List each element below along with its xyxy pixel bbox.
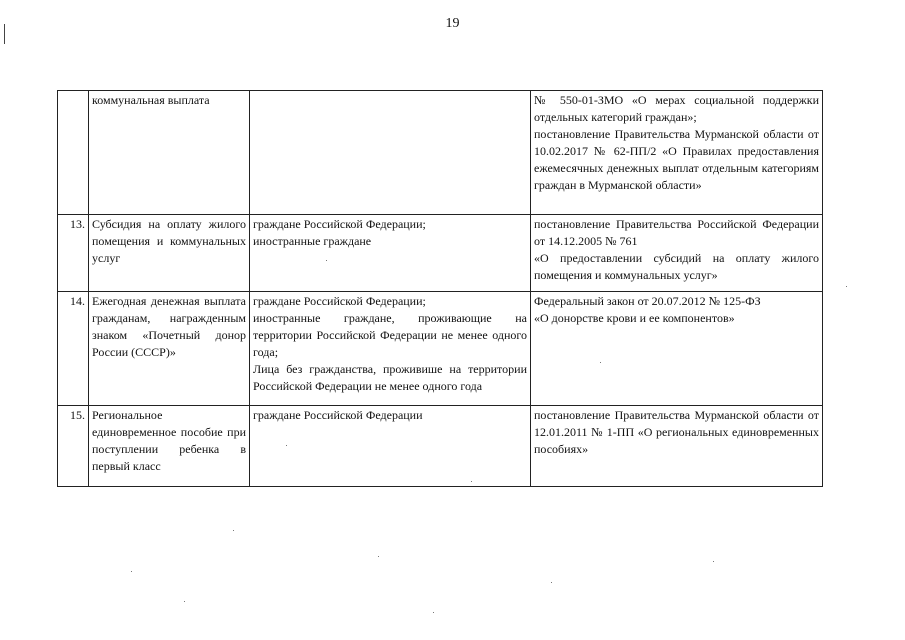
category-text: граждане Российской Федерации; xyxy=(253,217,426,231)
legal-basis xyxy=(531,91,823,215)
table-row xyxy=(58,406,823,487)
table-row xyxy=(58,292,823,406)
category-text: иностранные граждане, проживающие на территории Российской Федерации не менее одного года; xyxy=(253,311,527,359)
margin-mark xyxy=(4,24,5,44)
benefit-name xyxy=(89,91,250,215)
legal-basis-text: постановление Правительства Российской Федерации от 14.12.2005 № 761 xyxy=(534,217,819,248)
benefits-table xyxy=(57,90,823,487)
legal-basis-text: Федеральный закон от 20.07.2012 № 125-ФЗ xyxy=(534,294,761,308)
legal-basis xyxy=(531,215,823,292)
category-text: граждане Российской Федерации; xyxy=(253,294,426,308)
table-row xyxy=(58,215,823,292)
legal-basis xyxy=(531,292,823,406)
page-number: 19 xyxy=(445,16,460,31)
eligible-categories xyxy=(250,91,531,215)
benefit-name xyxy=(89,406,250,487)
eligible-categories xyxy=(250,292,531,406)
legal-basis-text: «О донорстве крови и ее компонентов» xyxy=(534,311,735,325)
row-number: 14. xyxy=(58,292,89,406)
category-text: граждане Российской Федерации xyxy=(253,408,423,422)
eligible-categories xyxy=(250,215,531,292)
legal-basis-text: постановление Правительства Мурманской области от 12.01.2011 № 1-ПП «О региональных единовременных пособиях» xyxy=(534,408,819,456)
legal-basis-text: «О предоставлении субсидий на оплату жилого помещения и коммунальных услуг» xyxy=(534,251,819,282)
table-row xyxy=(58,91,823,215)
category-text: иностранные граждане xyxy=(253,234,372,248)
benefit-name xyxy=(89,215,250,292)
legal-basis-text: № 550-01-ЗМО «О мерах социальной поддержки отдельных категорий граждан»; xyxy=(534,93,819,124)
benefit-name-text: коммунальная выплата xyxy=(92,93,210,107)
eligible-categories xyxy=(250,406,531,487)
row-number: 15. xyxy=(58,406,89,487)
category-text: Лица без гражданства, проживише на территории Российской Федерации не менее одного года xyxy=(253,362,527,393)
benefit-name-text: Региональное единовременное пособие при поступлении ребенка в первый класс xyxy=(92,408,246,473)
row-number xyxy=(58,91,89,215)
benefit-name xyxy=(89,292,250,406)
row-number: 13. xyxy=(58,215,89,292)
benefit-name-text: Ежегодная денежная выплата гражданам, награжденным знаком «Почетный донор России (СССР)» xyxy=(92,294,246,359)
benefit-name-text: Субсидия на оплату жилого помещения и коммунальных услуг xyxy=(92,217,246,265)
legal-basis-text: постановление Правительства Мурманской области от 10.02.2017 № 62-ПП/2 «О Правилах предоставления ежемесячных денежных выплат отдельным категориям граждан в Мурманской области» xyxy=(534,127,819,192)
legal-basis xyxy=(531,406,823,487)
